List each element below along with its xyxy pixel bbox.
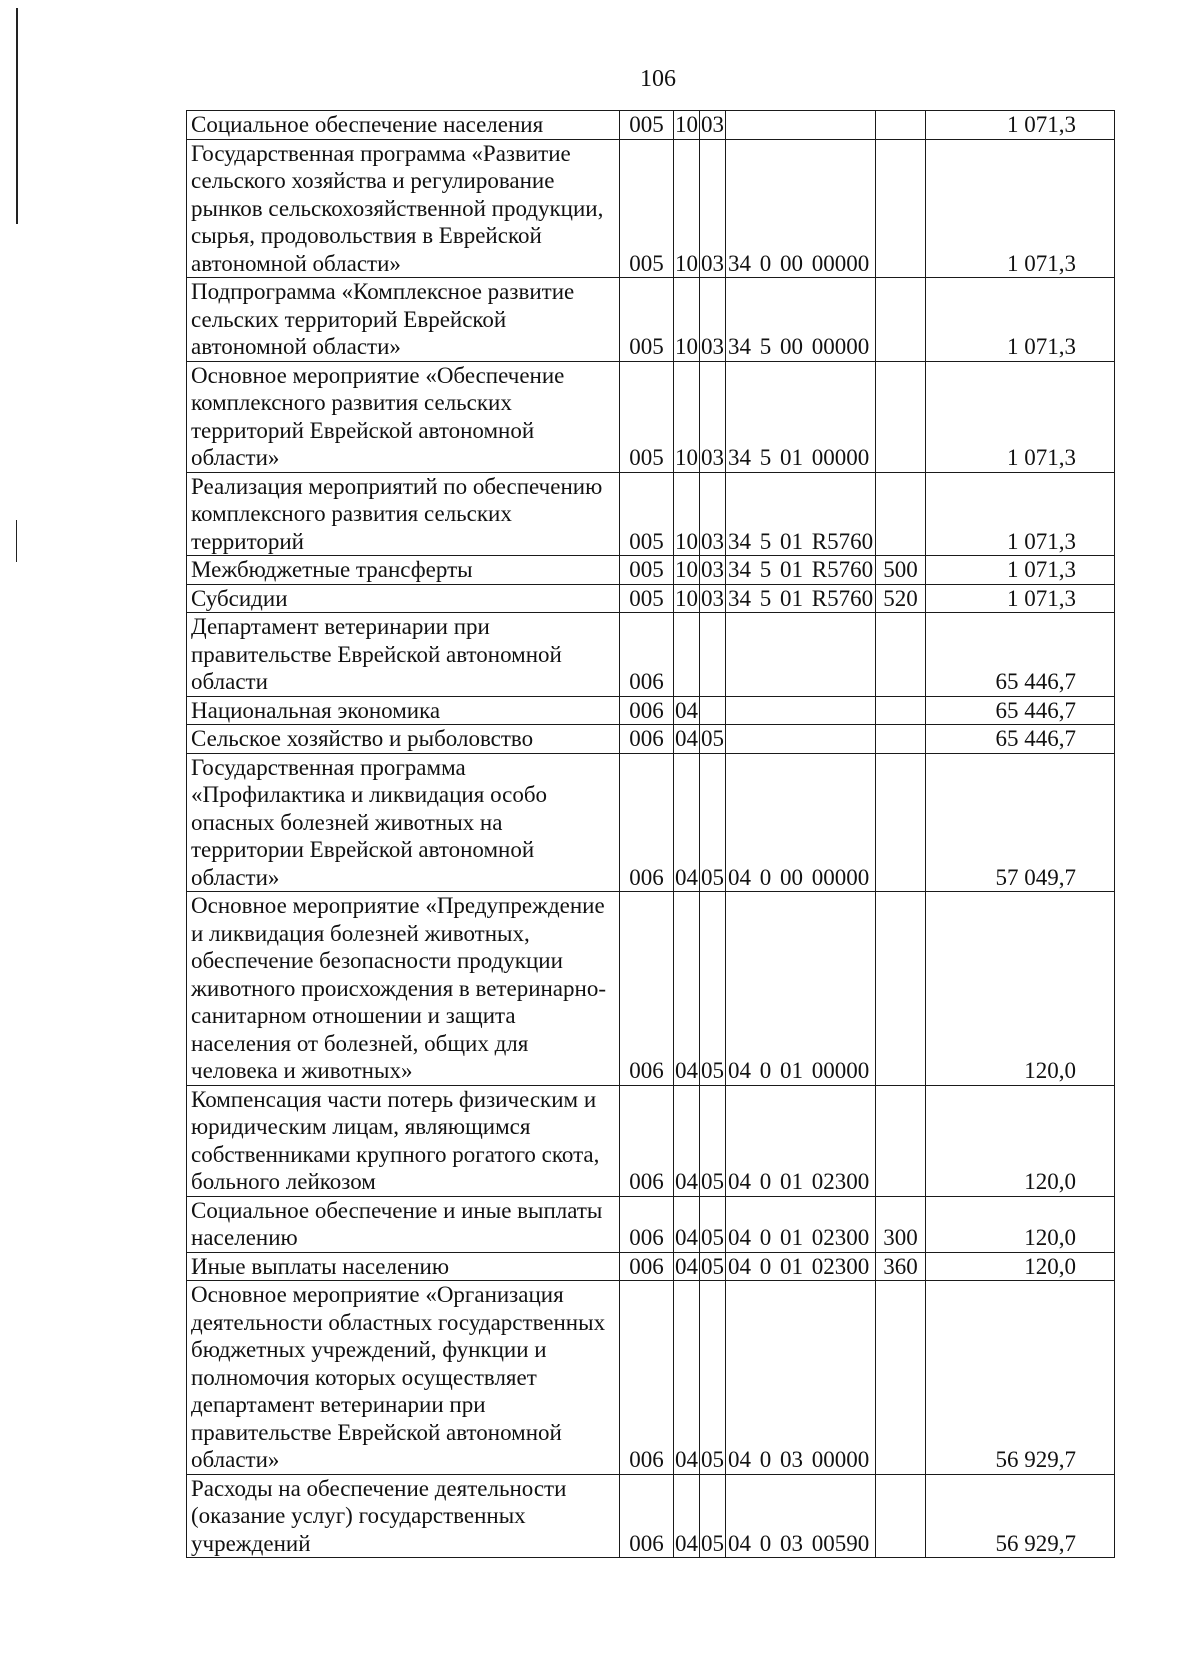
row-sum-cell: 56 929,7: [926, 1474, 1115, 1558]
row-vr-cell: 300: [876, 1196, 926, 1252]
row-sum-cell: 120,0: [926, 1252, 1115, 1281]
row-rz-cell: 10: [674, 472, 700, 556]
row-rz-cell: 10: [674, 278, 700, 362]
row-sum-cell: 65 446,7: [926, 613, 1115, 697]
table-row: [187, 1085, 1115, 1196]
table-row: [187, 556, 1115, 585]
budget-table-body: [187, 111, 1115, 1558]
row-name-cell: Компенсация части потерь физическим и юридическим лицам, являющимся собственниками крупного рогатого скота, больного лейкозом: [187, 1085, 620, 1196]
table-row: [187, 1281, 1115, 1475]
row-ved-cell: 006: [620, 696, 674, 725]
table-row: [187, 111, 1115, 140]
row-rz-cell: 04: [675, 697, 698, 723]
row-name-cell: Департамент ветеринарии при правительстве Еврейской автономной области: [187, 613, 620, 697]
table-row: [187, 472, 1115, 556]
row-sum-cell: 1 071,3: [926, 472, 1115, 556]
row-csr-cell: [726, 725, 876, 754]
table-row: [187, 696, 1115, 725]
row-csr-cell: 04 0 00 00000: [726, 753, 876, 892]
row-vr-cell: 360: [876, 1252, 926, 1281]
row-sum-cell: 1 071,3: [926, 111, 1115, 140]
row-name-cell: Основное мероприятие «Организация деятельности областных государственных бюджетных учреждений, функции и полномочия которых осуществляет департамент ветеринарии при правительстве Еврейской автономной области»: [187, 1281, 620, 1475]
row-name-cell: Социальное обеспечение и иные выплаты населению: [187, 1196, 620, 1252]
row-ved-cell: 006: [620, 725, 674, 754]
row-csr-cell: 34 5 01 R5760: [726, 472, 876, 556]
row-csr-cell: 34 0 00 00000: [726, 139, 876, 278]
row-ved-cell: 006: [620, 613, 674, 697]
row-rz-cell: 04: [675, 726, 698, 751]
row-ved-cell: 005: [620, 361, 674, 472]
left-margin-mark: [16, 520, 17, 562]
row-pr-cell: 05: [701, 726, 724, 751]
row-rz-cell: 04: [674, 892, 700, 1086]
row-rz-cell: 10: [674, 139, 700, 278]
row-rz-cell: 10: [674, 361, 700, 472]
row-pr-cell: 05: [701, 1253, 724, 1279]
row-csr-cell: 34 5 01 R5760: [726, 584, 876, 613]
row-name-cell: Национальная экономика: [187, 696, 620, 725]
row-pr-cell: 05: [700, 892, 726, 1086]
row-rz-cell: 10: [675, 585, 698, 611]
row-csr-cell: 04 0 01 02300: [726, 1196, 876, 1252]
row-csr-cell: [726, 696, 876, 725]
row-csr-cell: 04 0 03 00000: [726, 1281, 876, 1475]
row-vr-cell: [876, 1474, 926, 1558]
row-pr-cell: 03: [701, 585, 724, 611]
row-rz-cell: [674, 613, 700, 697]
row-name-cell: Государственная программа «Развитие сельского хозяйства и регулирование рынков сельскохозяйственной продукции, сырья, продовольствия в Еврейской автономной области»: [187, 139, 620, 278]
row-sum-cell: 1 071,3: [926, 139, 1115, 278]
row-name-cell: Основное мероприятие «Предупреждение и ликвидация болезней животных, обеспечение безопасности продукции животного происхождения в ветеринарно-санитарном отношении и защита населения от болезней, общих для человека и животных»: [187, 892, 620, 1086]
row-pr-cell: 05: [700, 1474, 726, 1558]
row-sum-cell: 1 071,3: [926, 584, 1115, 613]
row-vr-cell: 520: [876, 584, 926, 613]
row-csr-cell: 04 0 01 02300: [726, 1085, 876, 1196]
row-ved-cell: 005: [620, 111, 674, 140]
table-row: [187, 361, 1115, 472]
row-vr-cell: [876, 753, 926, 892]
row-vr-cell: [876, 361, 926, 472]
row-name-cell: Сельское хозяйство и рыболовство: [187, 725, 620, 754]
row-rz-cell: 10: [675, 112, 698, 137]
row-sum-cell: 120,0: [926, 1085, 1115, 1196]
row-csr-cell: 04 0 01 00000: [726, 892, 876, 1086]
table-row: [187, 1196, 1115, 1252]
row-pr-cell: 05: [700, 1085, 726, 1196]
row-rz-cell: 04: [674, 1085, 700, 1196]
row-vr-cell: [876, 1085, 926, 1196]
row-csr-cell: 34 5 00 00000: [726, 278, 876, 362]
row-ved-cell: 006: [620, 1252, 674, 1281]
row-csr-cell: [726, 613, 876, 697]
row-pr-cell: 05: [700, 1196, 726, 1252]
row-pr-cell: 03: [701, 557, 724, 582]
row-ved-cell: 005: [620, 278, 674, 362]
table-row: [187, 278, 1115, 362]
row-pr-cell: 03: [700, 472, 726, 556]
row-ved-cell: 005: [620, 556, 674, 585]
row-ved-cell: 005: [620, 139, 674, 278]
row-name-cell: Реализация мероприятий по обеспечению комплексного развития сельских территорий: [187, 472, 620, 556]
row-csr-cell: 34 5 01 00000: [726, 361, 876, 472]
row-vr-cell: [876, 1281, 926, 1475]
row-vr-cell: [876, 111, 926, 140]
row-sum-cell: 1 071,3: [926, 278, 1115, 362]
row-vr-cell: [876, 696, 926, 725]
row-sum-cell: 65 446,7: [926, 696, 1115, 725]
row-rz-cell: 04: [674, 1474, 700, 1558]
row-ved-cell: 006: [620, 1085, 674, 1196]
row-ved-cell: 005: [620, 584, 674, 613]
row-vr-cell: [876, 892, 926, 1086]
row-pr-cell: [700, 696, 726, 725]
row-pr-cell: 03: [700, 278, 726, 362]
table-row: [187, 892, 1115, 1086]
row-ved-cell: 006: [620, 892, 674, 1086]
row-sum-cell: 56 929,7: [926, 1281, 1115, 1475]
row-rz-cell: 04: [674, 753, 700, 892]
row-pr-cell: 03: [700, 361, 726, 472]
row-sum-cell: 120,0: [926, 892, 1115, 1086]
row-sum-cell: 57 049,7: [926, 753, 1115, 892]
row-csr-cell: 04 0 01 02300: [726, 1252, 876, 1281]
row-name-cell: Подпрограмма «Комплексное развитие сельских территорий Еврейской автономной области»: [187, 278, 620, 362]
budget-table: [186, 110, 1115, 1558]
row-vr-cell: [876, 139, 926, 278]
row-csr-cell: [726, 111, 876, 140]
row-name-cell: Субсидии: [187, 584, 620, 613]
row-name-cell: Государственная программа «Профилактика и ликвидация особо опасных болезней животных на территории Еврейской автономной области»: [187, 753, 620, 892]
row-sum-cell: 1 071,3: [926, 556, 1115, 585]
row-pr-cell: [700, 613, 726, 697]
row-name-cell: Социальное обеспечение населения: [187, 111, 620, 140]
row-pr-cell: 05: [700, 753, 726, 892]
row-sum-cell: 65 446,7: [926, 725, 1115, 754]
row-name-cell: Расходы на обеспечение деятельности (оказание услуг) государственных учреждений: [187, 1474, 620, 1558]
row-pr-cell: 03: [701, 112, 724, 137]
row-name-cell: Иные выплаты населению: [187, 1252, 620, 1281]
row-vr-cell: [876, 613, 926, 697]
table-row: [187, 139, 1115, 278]
row-sum-cell: 120,0: [926, 1196, 1115, 1252]
table-row: [187, 753, 1115, 892]
row-csr-cell: 34 5 01 R5760: [726, 556, 876, 585]
row-rz-cell: 04: [674, 1196, 700, 1252]
row-pr-cell: 03: [700, 139, 726, 278]
row-ved-cell: 006: [620, 1281, 674, 1475]
table-row: [187, 613, 1115, 697]
row-ved-cell: 006: [620, 1474, 674, 1558]
table-row: [187, 584, 1115, 613]
row-rz-cell: 04: [675, 1253, 698, 1279]
row-vr-cell: [876, 278, 926, 362]
row-ved-cell: 006: [620, 1196, 674, 1252]
row-pr-cell: 05: [700, 1281, 726, 1475]
row-csr-cell: 04 0 03 00590: [726, 1474, 876, 1558]
row-sum-cell: 1 071,3: [926, 361, 1115, 472]
row-rz-cell: 04: [674, 1281, 700, 1475]
row-rz-cell: 10: [675, 557, 698, 582]
left-margin-line: [16, 8, 18, 224]
table-row: [187, 1474, 1115, 1558]
table-row: [187, 1252, 1115, 1281]
row-ved-cell: 005: [620, 472, 674, 556]
row-name-cell: Межбюджетные трансферты: [187, 556, 620, 585]
table-row: [187, 725, 1115, 754]
row-vr-cell: [876, 472, 926, 556]
page-number: 106: [640, 66, 676, 92]
row-ved-cell: 006: [620, 753, 674, 892]
row-vr-cell: 500: [876, 556, 926, 585]
row-name-cell: Основное мероприятие «Обеспечение комплексного развития сельских территорий Еврейской автономной области»: [187, 361, 620, 472]
row-vr-cell: [876, 725, 926, 754]
